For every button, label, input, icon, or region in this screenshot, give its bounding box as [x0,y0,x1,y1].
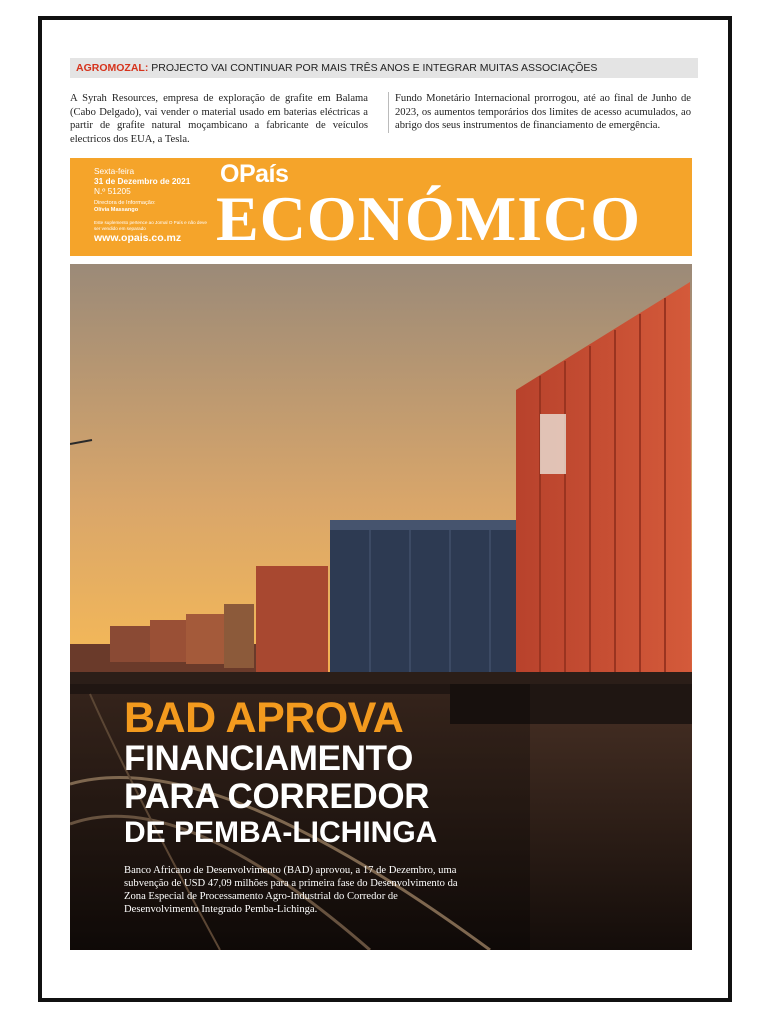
headline-line-2: FINANCIAMENTO [124,739,414,778]
banner-text: PROJECTO VAI CONTINUAR POR MAIS TRÊS ANOS E INTEGRAR MUITAS ASSOCIAÇÕES [148,62,598,74]
website-link[interactable]: www.opais.co.mz [94,232,182,244]
news-briefs [70,92,698,148]
banner-tag: AGROMOZAL: [76,62,149,74]
issue-date: 31 de Dezembro de 2021 [94,176,191,186]
lead-paragraph: Banco Africano de Desenvolvimento (BAD) aprovou, a 17 de Dezembro, uma subvenção de USD 47,09 milhões para a primeira fase do Desenvolvimento da Zona Especial de Processamento Agro-Industrial do Corredor de Desenvolvimento Integrado Pemba-Lichinga. [124,865,458,915]
headline-line-4: DE PEMBA-LICHINGA [124,816,438,849]
issue-weekday: Sexta-feira [94,166,135,176]
section-title: ECONÓMICO [216,183,641,254]
top-banner[interactable] [70,58,698,78]
cover-photo [70,264,692,950]
headline-line-3: PARA CORREDOR [124,777,430,816]
brief-right[interactable]: Fundo Monetário Internacional prorrogou, até ao final de Junho de 2023, os aumentos temporários dos limites de acesso acumulados, ao abrigo dos seus instrumentos de financiamento de emergência. [388,92,691,133]
masthead [70,158,692,256]
supplement-note: Este suplemento pertence ao Jornal O País e não deve ser vendido em separado [94,220,207,231]
masthead-info [94,166,214,243]
brand-logo: OPaís [220,160,289,188]
director-label: Directora de Informação: [94,200,156,206]
headline-line-1: BAD APROVA [124,694,404,742]
director-name: Olívia Massango [94,207,139,213]
main-headline[interactable] [124,696,524,850]
issue-number: N.º 51205 [94,186,131,196]
page-frame [38,16,732,1002]
brief-left[interactable]: A Syrah Resources, empresa de exploração de grafite em Balama (Cabo Delgado), vai vender o material usado em baterias eléctricas a partir de grafite natural moçambicano a fabricante de veículos electricos dos EUA, a Tesla. [70,93,368,145]
